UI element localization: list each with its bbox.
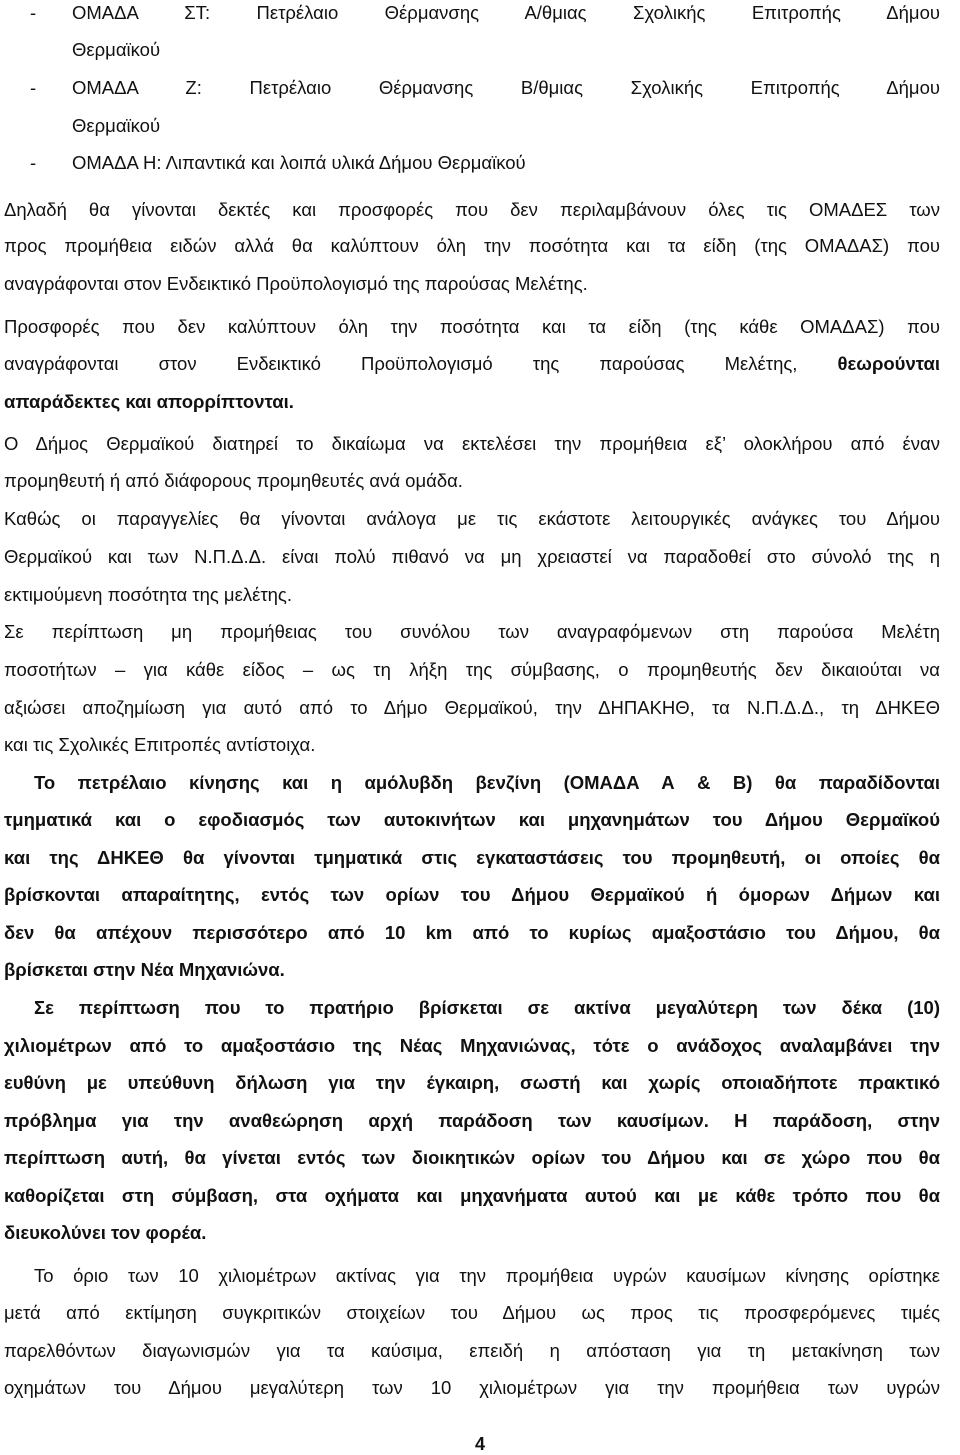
- paragraph-line: αναγράφονται στον Ενδεικτικό Προϋπολογισμό της παρούσας Μελέτης.: [4, 273, 588, 294]
- paragraph-bold-line: καθορίζεται στη σύμβαση, στα οχήματα και μηχανήματα αυτού και με κάθε τρόπο που θα: [4, 1185, 940, 1206]
- paragraph-line: μετά από εκτίμηση συγκριτικών στοιχείων του Δήμου ως προς τις προσφερόμενες τιμές: [4, 1302, 940, 1323]
- paragraph-line: Το όριο των 10 χιλιομέτρων ακτίνας για την προμήθεια υγρών καυσίμων κίνησης ορίστηκε: [34, 1265, 940, 1286]
- bullet-dash: -: [30, 2, 37, 23]
- bullet-item-omada-st: ΟΜΑΔΑ ΣΤ: Πετρέλαιο Θέρμανσης Α/θμιας Σχολικής Επιτροπής Δήμου: [72, 2, 940, 23]
- paragraph-line: Δηλαδή θα γίνονται δεκτές και προσφορές που δεν περιλαμβάνουν όλες τις ΟΜΑΔΕΣ των: [4, 199, 940, 220]
- bullet-item-omada-st-cont: Θερμαϊκού: [72, 39, 161, 60]
- paragraph-bold-line: δεν θα απέχουν περισσότερο από 10 km από το κυρίως αμαξοστάσιο του Δήμου, θα: [4, 922, 940, 943]
- paragraph-bold-line: Σε περίπτωση που το πρατήριο βρίσκεται σε ακτίνα μεγαλύτερη των δέκα (10): [34, 997, 940, 1018]
- paragraph-line: παρελθόντων διαγωνισμών για τα καύσιμα, επειδή η απόσταση για τη μετακίνηση των: [4, 1340, 940, 1361]
- paragraph-bold-line: απαράδεκτες και απορρίπτονται.: [4, 391, 294, 412]
- paragraph-bold-line: βρίσκονται απαραίτητης, εντός των ορίων του Δήμου Θερμαϊκού ή όμορων Δήμων και: [4, 884, 940, 905]
- paragraph-line: αξιώσει αποζημίωση για αυτό από το Δήμο Θερμαϊκού, την ΔΗΠΑΚΗΘ, τα Ν.Π.Δ.Δ., τη ΔΗΚΕΘ: [4, 697, 940, 718]
- paragraph-line: Θερμαϊκού και των Ν.Π.Δ.Δ. είναι πολύ πιθανό να μη χρειαστεί να παραδοθεί στο σύνολό της η: [4, 546, 940, 567]
- bullet-dash: -: [30, 152, 37, 173]
- paragraph-bold-line: πρόβλημα για την αναθεώρηση αρχή παράδοση των καυσίμων. Η παράδοση, στην: [4, 1110, 940, 1131]
- paragraph-line: εκτιμούμενη ποσότητα της μελέτης.: [4, 584, 292, 605]
- paragraph-text: αναγράφονται στον Ενδεικτικό Προϋπολογισμό της παρούσας Μελέτης,: [4, 353, 798, 374]
- paragraph-line: προς προμήθεια ειδών αλλά θα καλύπτουν όλη την ποσότητα και τα είδη (της ΟΜΑΔΑΣ) που: [4, 235, 940, 256]
- page-number: 4: [474, 1434, 485, 1454]
- paragraph-line: ποσοτήτων – για κάθε είδος – ως τη λήξη της σύμβασης, ο προμηθευτής δεν δικαιούται να: [4, 659, 940, 680]
- paragraph-bold-line: και της ΔΗΚΕΘ θα γίνονται τμηματικά στις εγκαταστάσεις του προμηθευτή, οι οποίες θα: [4, 847, 940, 868]
- paragraph-line: και τις Σχολικές Επιτροπές αντίστοιχα.: [4, 734, 316, 755]
- bullet-dash: -: [30, 77, 37, 98]
- paragraph-bold-line: Το πετρέλαιο κίνησης και η αμόλυβδη βενζίνη (ΟΜΑΔΑ Α & Β) θα παραδίδονται: [34, 772, 940, 793]
- paragraph-line: Σε περίπτωση μη προμήθειας του συνόλου των αναγραφόμενων στη παρούσα Μελέτη: [4, 621, 940, 642]
- bullet-item-omada-z-cont: Θερμαϊκού: [72, 115, 161, 136]
- paragraph-line: οχημάτων του Δήμου μεγαλύτερη των 10 χιλιομέτρων για την προμήθεια των υγρών: [4, 1377, 940, 1398]
- paragraph-bold-line: χιλιομέτρων από το αμαξοστάσιο της Νέας Μηχανιώνας, τότε ο ανάδοχος αναλαμβάνει την: [4, 1035, 940, 1056]
- paragraph-line: Προσφορές που δεν καλύπτουν όλη την ποσότητα και τα είδη (της κάθε ΟΜΑΔΑΣ) που: [4, 316, 940, 337]
- paragraph-bold-line: τμηματικά και ο εφοδιασμός των αυτοκινήτων και μηχανημάτων του Δήμου Θερμαϊκού: [4, 809, 940, 830]
- paragraph-bold-line: ευθύνη με υπεύθυνη δήλωση για την έγκαιρη, σωστή και χωρίς οποιαδήποτε πρακτικό: [4, 1072, 940, 1093]
- paragraph-line: Ο Δήμος Θερμαϊκού διατηρεί το δικαίωμα να εκτελέσει την προμήθεια εξ’ ολοκλήρου από έναν: [4, 433, 940, 454]
- paragraph-line: προμηθευτή ή από διάφορους προμηθευτές ανά ομάδα.: [4, 470, 463, 491]
- paragraph-line-mixed: [4, 353, 940, 375]
- paragraph-bold-line: διευκολύνει τον φορέα.: [4, 1222, 207, 1243]
- bullet-item-omada-h: ΟΜΑΔΑ Η: Λιπαντικά και λοιπά υλικά Δήμου Θερμαϊκού: [72, 152, 526, 173]
- paragraph-bold-line: περίπτωση αυτή, θα γίνεται εντός των διοικητικών ορίων του Δήμου και σε χώρο που θα: [4, 1147, 940, 1168]
- bullet-item-omada-z: ΟΜΑΔΑ Ζ: Πετρέλαιο Θέρμανσης Β/θμιας Σχολικής Επιτροπής Δήμου: [72, 77, 940, 98]
- paragraph-bold-text: θεωρούνται: [837, 353, 940, 374]
- paragraph-bold-line: βρίσκεται στην Νέα Μηχανιώνα.: [4, 959, 285, 980]
- paragraph-line: Καθώς οι παραγγελίες θα γίνονται ανάλογα με τις εκάστοτε λειτουργικές ανάγκες του Δήμου: [4, 508, 940, 529]
